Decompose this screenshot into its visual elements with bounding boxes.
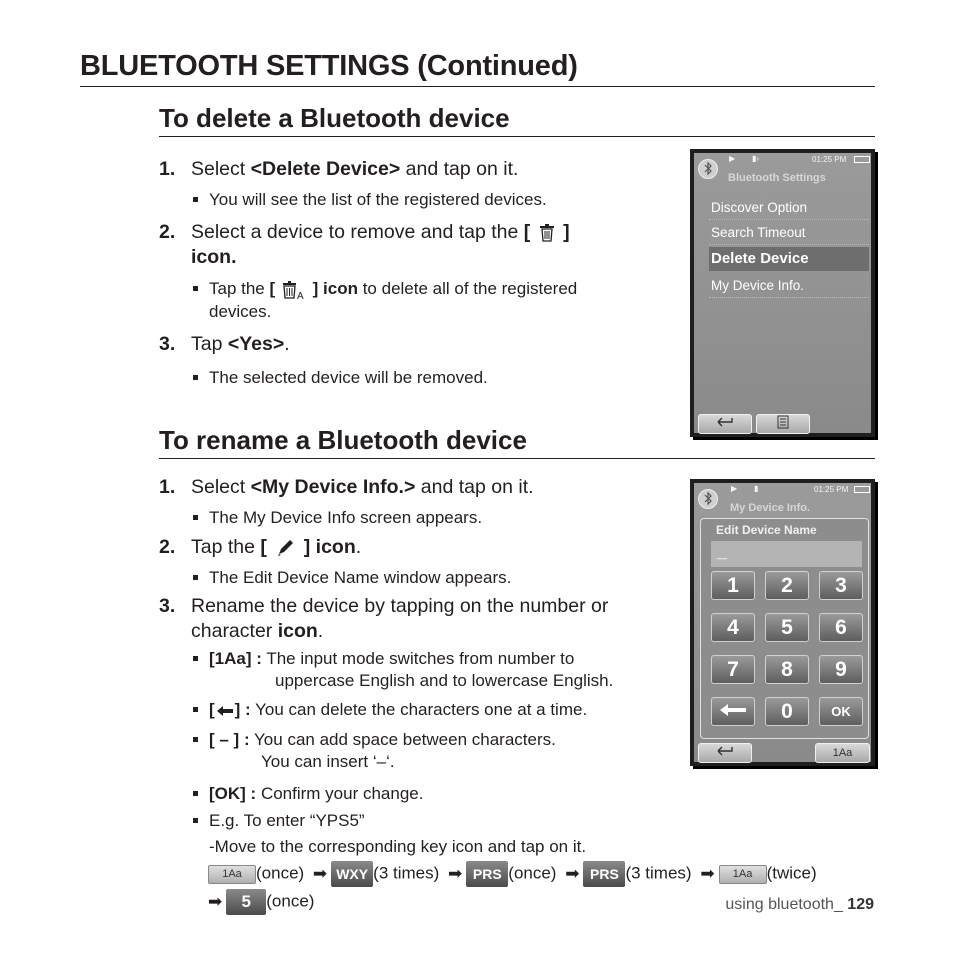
arrow-right-icon: ➡ — [700, 864, 715, 883]
delete-step-2: 2. Select a device to remove and tap the [ ] icon. — [159, 221, 570, 268]
key-6[interactable]: 6 — [819, 613, 863, 642]
pencil-icon — [272, 537, 298, 559]
example-sequence-line1: 1Aa (once) ➡ WXY (3 times) ➡ PRS (once) ➡ PRS (3 times) ➡ 1Aa (twice) — [208, 861, 817, 887]
key-chip-wxy: WXY — [331, 861, 373, 887]
bullet-example: E.g. To enter “YPS5” — [193, 810, 693, 832]
clock: 01:25 PM — [814, 485, 849, 494]
bluetooth-settings-screen — [690, 149, 875, 437]
rename-step-2: 2. Tap the [ ] icon. — [159, 536, 362, 558]
title-rule — [80, 86, 875, 87]
device-name-input[interactable] — [711, 541, 862, 567]
delete-heading: To delete a Bluetooth device — [159, 103, 510, 133]
key-chip-5: 5 — [226, 889, 266, 915]
backspace-key[interactable] — [711, 697, 755, 726]
rename-step-1-bullet: The My Device Info screen appears. — [193, 507, 663, 529]
delete-heading-rule — [159, 136, 875, 137]
edit-name-panel — [700, 518, 869, 739]
back-button[interactable] — [698, 414, 752, 434]
back-button[interactable] — [698, 743, 752, 763]
key-7[interactable]: 7 — [711, 655, 755, 684]
delete-step-1: 1. Select <Delete Device> and tap on it. — [159, 158, 519, 180]
input-mode-button[interactable]: 1Aa — [815, 743, 870, 763]
battery-icon — [854, 156, 870, 163]
clock: 01:25 PM — [812, 155, 847, 164]
list-icon — [776, 415, 790, 429]
delete-step-3-bullet: The selected device will be removed. — [193, 367, 663, 389]
key-1[interactable]: 1 — [711, 571, 755, 600]
rename-step-2-bullet: The Edit Device Name window appears. — [193, 567, 663, 589]
rename-heading-rule — [159, 458, 875, 459]
ok-key[interactable]: OK — [819, 697, 863, 726]
menu-item-discover-option[interactable]: Discover Option — [709, 196, 869, 220]
arrow-right-icon: ➡ — [312, 864, 328, 883]
delete-step-3: 3. Tap <Yes>. — [159, 333, 290, 355]
play-icon: ▶ — [731, 484, 738, 493]
backspace-arrow-icon — [215, 704, 235, 718]
arrow-right-icon: ➡ — [208, 892, 223, 911]
key-0[interactable]: 0 — [765, 697, 809, 726]
key-4[interactable]: 4 — [711, 613, 755, 642]
bluetooth-icon — [698, 489, 718, 509]
trash-all-icon — [280, 279, 308, 301]
menu-item-my-device-info[interactable]: My Device Info. — [709, 274, 869, 298]
rename-heading: To rename a Bluetooth device — [159, 425, 527, 455]
trash-icon — [536, 222, 558, 244]
arrow-right-icon: ➡ — [448, 864, 463, 883]
key-chip-prs: PRS — [466, 861, 508, 887]
page-footer: using bluetooth_ 129 — [725, 896, 874, 913]
screen-title: My Device Info. — [730, 502, 811, 514]
key-2[interactable]: 2 — [765, 571, 809, 600]
menu-button[interactable] — [756, 414, 810, 434]
key-5[interactable]: 5 — [765, 613, 809, 642]
bullet-mode: [1Aa] : The input mode switches from number to uppercase English and to lowercase English. — [193, 648, 683, 692]
bullet-backspace: [ ] : You can delete the characters one at a time. — [193, 699, 683, 721]
key-chip-prs: PRS — [583, 861, 625, 887]
rename-step-1: 1. Select <My Device Info.> and tap on it. — [159, 476, 534, 498]
bluetooth-status-icon: ▮ — [754, 484, 759, 493]
bluetooth-icon — [698, 159, 718, 179]
move-instruction: -Move to the corresponding key icon and tap on it. — [209, 837, 587, 856]
edit-device-name-screen — [690, 479, 875, 766]
text-cursor: _ — [717, 541, 728, 561]
step-number: 1. — [159, 158, 176, 180]
bullet-space: [ – ] : You can add space between characters. You can insert ‘–‘. — [193, 729, 663, 773]
key-3[interactable]: 3 — [819, 571, 863, 600]
back-icon — [712, 415, 738, 429]
delete-step-1-bullet: You will see the list of the registered devices. — [193, 189, 663, 211]
menu-item-search-timeout[interactable]: Search Timeout — [709, 221, 869, 245]
key-chip-1aa: 1Aa — [719, 865, 767, 884]
screen-title: Bluetooth Settings — [728, 172, 826, 184]
svg-text:A: A — [296, 290, 304, 301]
play-icon: ▶ — [729, 154, 736, 163]
back-icon — [712, 744, 738, 758]
page-title: BLUETOOTH SETTINGS (Continued) — [80, 50, 578, 82]
battery-icon — [854, 486, 870, 493]
arrow-right-icon: ➡ — [565, 864, 580, 883]
example-sequence-line2: ➡ 5 (once) — [208, 889, 314, 915]
key-9[interactable]: 9 — [819, 655, 863, 684]
rename-step-3: 3. Rename the device by tapping on the number or character icon. — [159, 595, 609, 642]
bullet-ok: [OK] : Confirm your change. — [193, 783, 663, 805]
menu-item-delete-device[interactable]: Delete Device — [709, 247, 869, 271]
backspace-arrow-icon — [718, 702, 748, 718]
delete-step-2-bullet: Tap the [ A ] icon to delete all of the registered devices. — [193, 278, 643, 323]
key-8[interactable]: 8 — [765, 655, 809, 684]
panel-title: Edit Device Name — [716, 523, 817, 537]
key-chip-1aa: 1Aa — [208, 865, 256, 884]
bluetooth-status-icon: ▮› — [752, 154, 760, 163]
